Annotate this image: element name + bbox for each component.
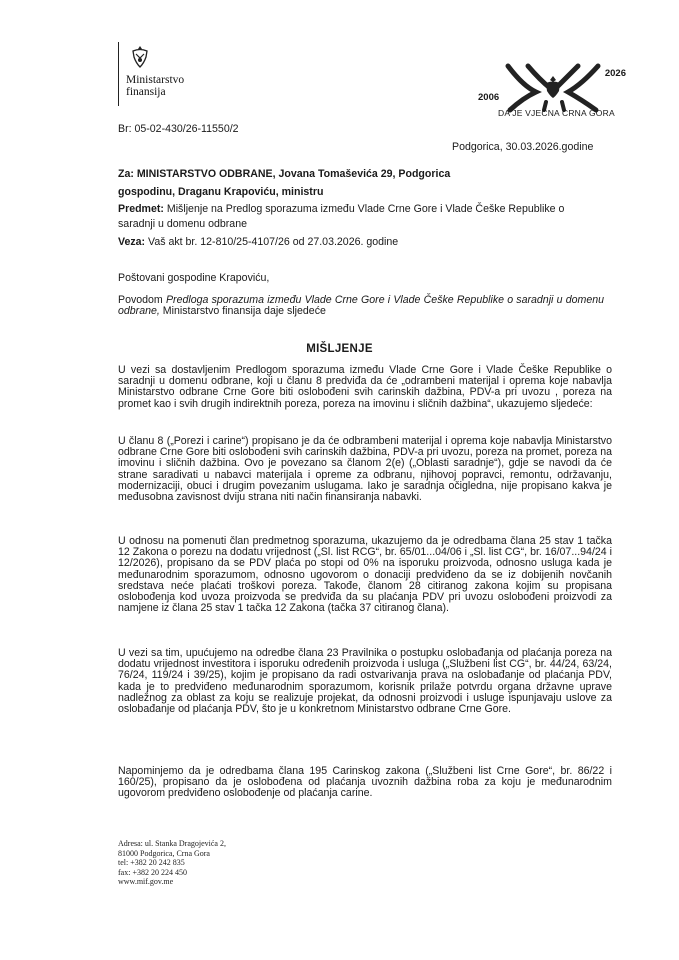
body-paragraph-5: Napominjemo da je odredbama člana 195 Carinskog zakona („Službeni list Crne Gore“, br. 86/22 i 160/25), propisano da je oslobođena od plaćanja uvoznih dažbina roba za koju je međunarodnim ugovorom predviđeno oslobođenje od plaćanja carine. bbox=[118, 765, 612, 800]
coat-of-arms-icon bbox=[128, 44, 152, 70]
body-paragraph-3: U odnosu na pomenuti član predmetnog sporazuma, ukazujemo da je odredbama člana 25 stav 1 tačka 12 Zakona o porezu na dodatu vrijednost („Sl. list RCG“, br. 65/01...04/06 i „Sl. list CG“, br. 16/07...94/24 i 12/2026), propisano da se PDV plaća po stopi od 0% na isporuku proizvoda, odnosno usluga kada je međunarodnim sporazumom, odnosno ugovorom o donaciji predviđeno da se iz dobijenih novčanih sredstava neće plaćati troškovi poreza. Takođe, članom 28 citiranog zakona kojim su propisana oslobođenja kod uvoza proizvoda se predviđa da su plaćanja PDV pri uvozu oslobođeni proizvodi za namjene iz člana 25 stav 1 tačka 12 Zakona (tačka 37 citiranog člana). bbox=[118, 535, 612, 615]
ministry-name-line1: Ministarstvo bbox=[126, 74, 185, 86]
body-paragraph-2: U članu 8 („Porezi i carine“) propisano je da će odbrambeni materijal i oprema koje nabavlja Ministarstvo odbrane Crne Gore biti oslobođeni svih carinskih dažbina, PDV-a pri uvozu, poreza na promet, poreza na imovinu i sličnih dažbina. Ovo je povezano sa članom 2(e) („Oblasti saradnje“), gdje se navodi da će strane saradivati u nabavci materijala i opreme za odbranu, njihovoj popravci, remontu, održavanju, modernizaciji, obuci i drugim povezanim uslugama. Iako je saradnja očigledna, nije propisano kakva je međusobna zavisnost dviju strana niti način finansiranja nabavki. bbox=[118, 435, 612, 504]
subject-label: Predmet: bbox=[118, 203, 164, 215]
intro-italic: Predloga sporazuma između Vlade Crne Gore i Vlade Češke Republike o saradnji u domenu odbrane, bbox=[118, 294, 604, 318]
subject-text: Mišljenje na Predlog sporazuma između Vlade Crne Gore i Vlade Češke Republike o bbox=[166, 203, 565, 215]
footer-phone: tel: +382 20 242 835 bbox=[118, 858, 185, 868]
recipient-address: MINISTARSTVO ODBRANE, Jovana Tomaševića 29, Podgorica bbox=[136, 168, 451, 180]
body-paragraph-4: U vezi sa tim, upućujemo na odredbe člana 23 Pravilnika o postupku oslobađanja od plaćanja poreza na dodatu vrijednost investitora i isporuku određenih proizvoda i usluga („Službeni list CG“, br. 44/24, 63/24, 76/24, 119/24 i 39/25), kojim je propisano da radi ostvarivanja prava na oslobađanje od plaćanja PDV, kada je to predviđeno međunarodnim sporazumom, korisnik prilaže potvrdu organa državne uprave nadležnog za oblast za koju se realizuje projekat, da odnosni proizvodi i usluge ispunjavaju uslove za oslobađanje od plaćanja PDV, što je u konkretnom Ministarstvo odbrane Crne Gore. bbox=[118, 647, 612, 716]
footer-contact bbox=[118, 839, 226, 887]
recipient-label: Za: bbox=[118, 168, 134, 180]
intro-suffix: Ministarstvo finansija daje sljedeće bbox=[162, 305, 326, 318]
ministry-name bbox=[126, 74, 184, 98]
footer-address-line2: 81000 Podgorica, Crna Gora bbox=[118, 848, 210, 858]
reference-to-label: Veza: bbox=[118, 236, 146, 248]
anniversary-year-end: 2026 bbox=[604, 68, 626, 79]
subject-line2: saradnji u domenu odbrane bbox=[118, 218, 247, 230]
place-and-date: Podgorica, 30.03.2026.godine bbox=[452, 141, 594, 153]
recipient-line1 bbox=[118, 168, 450, 180]
logo-divider-line bbox=[118, 42, 119, 106]
recipient-line2: gospodinu, Draganu Krapoviću, ministru bbox=[118, 186, 324, 198]
footer-website[interactable]: www.mif.gov.me bbox=[118, 877, 174, 887]
ministry-logo bbox=[110, 38, 220, 118]
ministry-name-line2: finansija bbox=[126, 86, 166, 98]
document-reference-number: Br: 05-02-430/26-11550/2 bbox=[118, 123, 239, 135]
document-title: MIŠLJENJE bbox=[306, 343, 373, 355]
reference-to-line bbox=[118, 236, 398, 248]
anniversary-logo bbox=[478, 58, 628, 122]
anniversary-tagline: DA JE VJEČNA CRNA GORA bbox=[498, 108, 615, 118]
intro-paragraph bbox=[118, 295, 604, 317]
footer-address-line1: Adresa: ul. Stanka Dragojevića 2, bbox=[118, 839, 226, 848]
anniversary-year-start: 2006 bbox=[478, 92, 500, 103]
body-paragraph-1: U vezi sa dostavljenim Predlogom sporazuma između Vlade Crne Gore i Vlade Češke Republike o saradnji u domenu odbrane, koji u članu 8 predviđa da će „odrambeni materijal i oprema koje nabavlja Ministarstvo odbrane Crne Gore biti oslobođeni svih carinskih dažbina, PDV-a pri uvozu , poreza na promet kao i svih drugih indirektnih poreza, poreza na imovinu i sličnih dažbina“, ukazujemo sljedeće: bbox=[118, 364, 612, 410]
footer-fax: fax: +382 20 224 450 bbox=[118, 867, 187, 877]
subject-line1 bbox=[118, 203, 564, 215]
intro-prefix: Povodom bbox=[118, 294, 163, 306]
salutation: Poštovani gospodine Krapoviću, bbox=[118, 272, 270, 284]
reference-to-text: Vaš akt br. 12-810/25-4107/26 od 27.03.2026. godine bbox=[148, 236, 399, 248]
